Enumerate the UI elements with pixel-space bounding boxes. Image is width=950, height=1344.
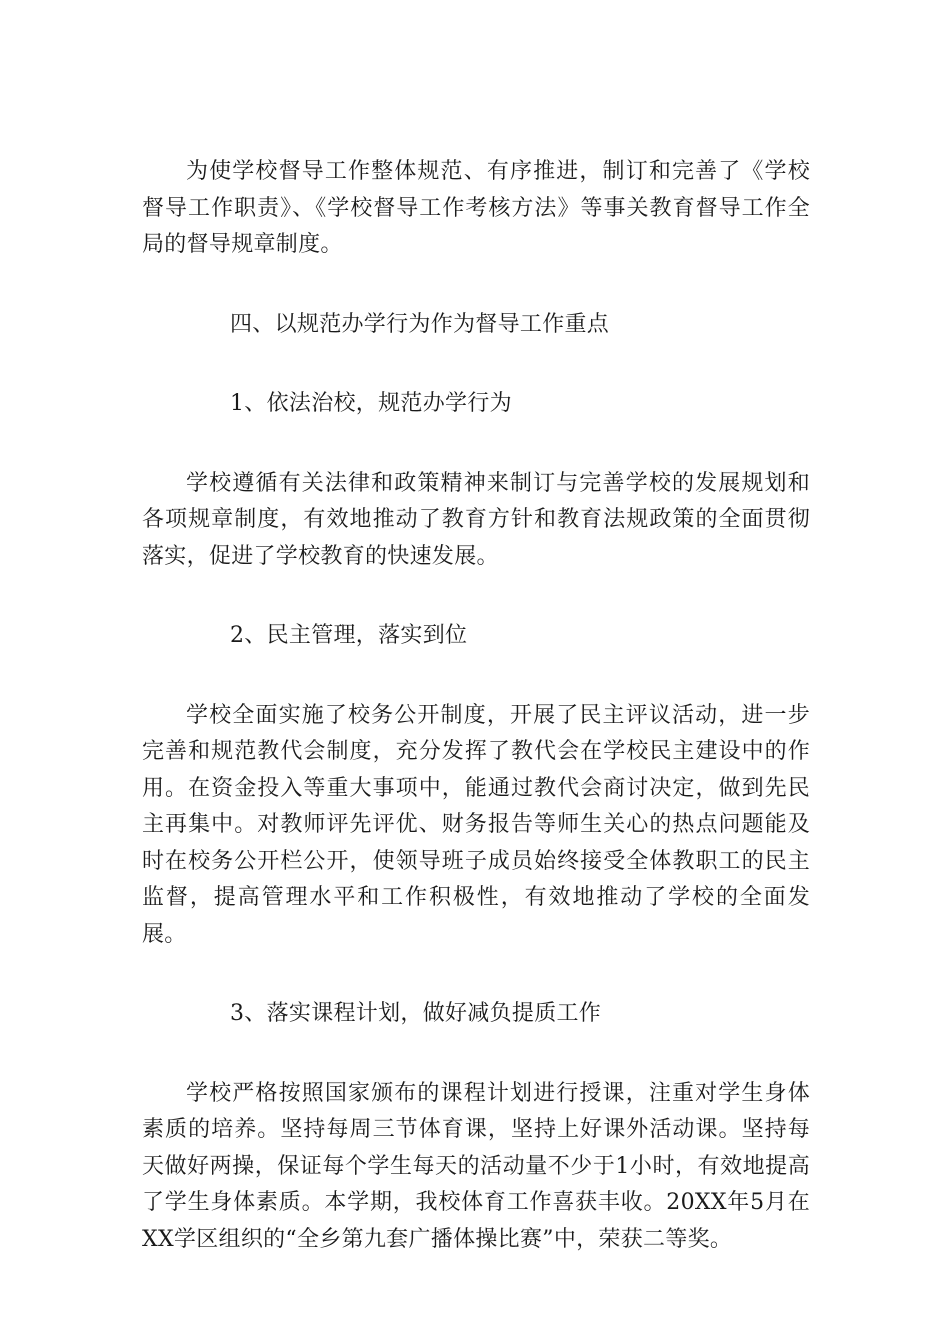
paragraph-law-based-governance: 学校遵循有关法律和政策精神来制订与完善学校的发展规划和各项规章制度，有效地推动了教育方针和教育法规政策的全面贯彻落实，促进了学校教育的快速发展。	[142, 470, 810, 569]
paragraph-supervision-rules: 为使学校督导工作整体规范、有序推进，制订和完善了《学校督导工作职责》、《学校督导工作考核方法》等事关教育督导工作全局的督导规章制度。	[142, 159, 810, 257]
document-page	[142, 154, 810, 1301]
paragraph-democratic-management: 学校全面实施了校务公开制度，开展了民主评议活动，进一步完善和规范教代会制度，充分发挥了教代会在学校民主建设中的作用。在资金投入等重大事项中，能通过教代会商讨决定，做到先民主再集中。对教师评先评优、财务报告等师生关心的热点问题能及时在校务公开栏公开，使领导班子成员始终接受全体教职工的民主监督，提高管理水平和工作积极性，有效地推动了学校的全面发展。	[142, 702, 810, 947]
paragraph-curriculum-plan: 学校严格按照国家颁布的课程计划进行授课，注重对学生身体素质的培养。坚持每周三节体育课，坚持上好课外活动课。坚持每天做好两操，保证每个学生每天的活动量不少于1小时，有效地提高了学生身体素质。本学期，我校体育工作喜获丰收。20XX年5月在XX学区组织的“全乡第九套广播体操比赛”中，荣获二等奖。	[142, 1080, 810, 1252]
section-heading-4: 四、以规范办学行为作为督导工作重点	[230, 311, 610, 337]
subheading-2: 2、民主管理，落实到位	[230, 623, 468, 648]
subheading-1: 1、依法治校，规范办学行为	[230, 391, 512, 416]
subheading-3: 3、落实课程计划，做好减负提质工作	[230, 1001, 602, 1026]
